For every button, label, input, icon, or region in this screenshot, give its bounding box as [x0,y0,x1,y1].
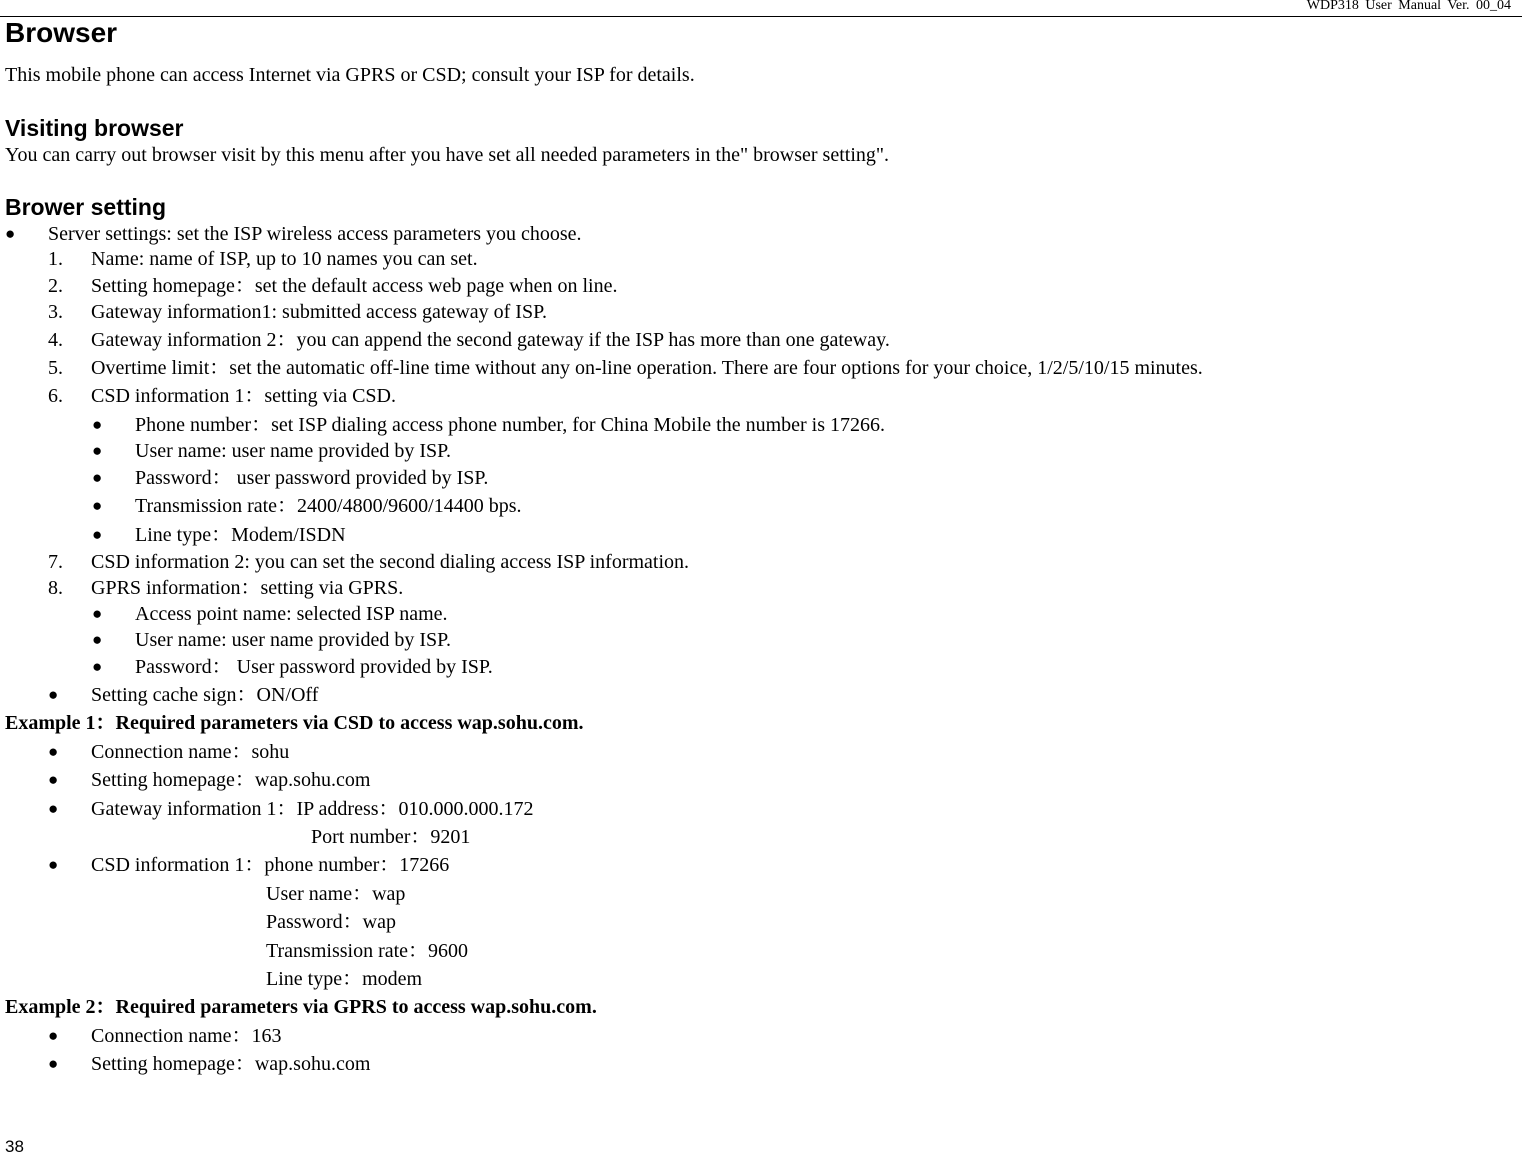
bullet-icon: ● [48,855,59,874]
example2-connection: Connection name：163 [91,1025,282,1047]
bullet-icon: ● [92,630,103,649]
bullet-icon: ● [92,468,103,487]
list-item-number: 7. [48,551,63,573]
bullet-icon: ● [92,415,103,434]
bullet-icon: ● [48,1054,59,1073]
list-item: Overtime limit：set the automatic off-line time without any on-line operation. There are four options for your choice, 1/2/5/10/15 minutes. [91,357,1203,379]
example1-user: User name：wap [266,883,406,905]
bullet-icon: ● [5,224,16,243]
sub-list-item: User name: user name provided by ISP. [135,629,452,651]
visiting-heading: Visiting browser [5,115,184,141]
list-item-number: 1. [48,248,63,270]
bullet-icon: ● [48,770,59,789]
example1-gateway: Gateway information 1：IP address：010.000.000.172 [91,798,534,820]
list-item: GPRS information：setting via GPRS. [91,577,404,599]
list-item-number: 8. [48,577,63,599]
sub-list-item: Password： User password provided by ISP. [135,656,493,678]
running-header: WDP318 User Manual Ver. 00_04 [1306,0,1511,13]
sub-list-item: Password： user password provided by ISP. [135,467,489,489]
bullet-icon: ● [48,1026,59,1045]
bullet-icon: ● [92,496,103,515]
cache-setting-text: Setting cache sign：ON/Off [91,684,319,706]
visiting-text: You can carry out browser visit by this menu after you have set all needed parameters in the" browser setting". [5,144,890,166]
example1-password: Password：wap [266,911,396,933]
list-item: Name: name of ISP, up to 10 names you can set. [91,248,478,270]
page-number: 38 [5,1137,24,1156]
bullet-icon: ● [92,657,103,676]
bullet-icon: ● [48,742,59,761]
list-item-number: 4. [48,329,63,351]
list-item-number: 3. [48,301,63,323]
bullet-icon: ● [92,604,103,623]
list-item-number: 6. [48,385,63,407]
list-item-number: 2. [48,275,63,297]
list-item: CSD information 2: you can set the second dialing access ISP information. [91,551,690,573]
header-rule [0,16,1522,17]
list-item: CSD information 1：setting via CSD. [91,385,396,407]
example1-homepage: Setting homepage：wap.sohu.com [91,769,371,791]
sub-list-item: Phone number：set ISP dialing access phone number, for China Mobile the number is 17266. [135,414,885,436]
server-settings-text: Server settings: set the ISP wireless access parameters you choose. [48,223,582,245]
bullet-icon: ● [92,441,103,460]
example1-port: Port number：9201 [311,826,471,848]
bullet-icon: ● [48,799,59,818]
example1-line: Line type：modem [266,968,423,990]
example1-csd: CSD information 1：phone number：17266 [91,854,450,876]
example1-connection: Connection name：sohu [91,741,290,763]
list-item: Gateway information1: submitted access gateway of ISP. [91,301,547,323]
sub-list-item: Line type：Modem/ISDN [135,524,346,546]
intro-text: This mobile phone can access Internet via GPRS or CSD; consult your ISP for details. [5,64,695,86]
example1-heading: Example 1：Required parameters via CSD to access wap.sohu.com. [5,712,584,734]
list-item-number: 5. [48,357,63,379]
sub-list-item: User name: user name provided by ISP. [135,440,452,462]
sub-list-item: Access point name: selected ISP name. [135,603,448,625]
bullet-icon: ● [48,685,59,704]
page-title: Browser [5,17,118,48]
example1-rate: Transmission rate：9600 [266,940,469,962]
bullet-icon: ● [92,525,103,544]
example2-heading: Example 2：Required parameters via GPRS to access wap.sohu.com. [5,996,597,1018]
sub-list-item: Transmission rate：2400/4800/9600/14400 bps. [135,495,522,517]
setting-heading: Brower setting [5,194,167,220]
list-item: Gateway information 2：you can append the second gateway if the ISP has more than one gateway. [91,329,890,351]
example2-homepage: Setting homepage：wap.sohu.com [91,1053,371,1075]
list-item: Setting homepage：set the default access web page when on line. [91,275,618,297]
